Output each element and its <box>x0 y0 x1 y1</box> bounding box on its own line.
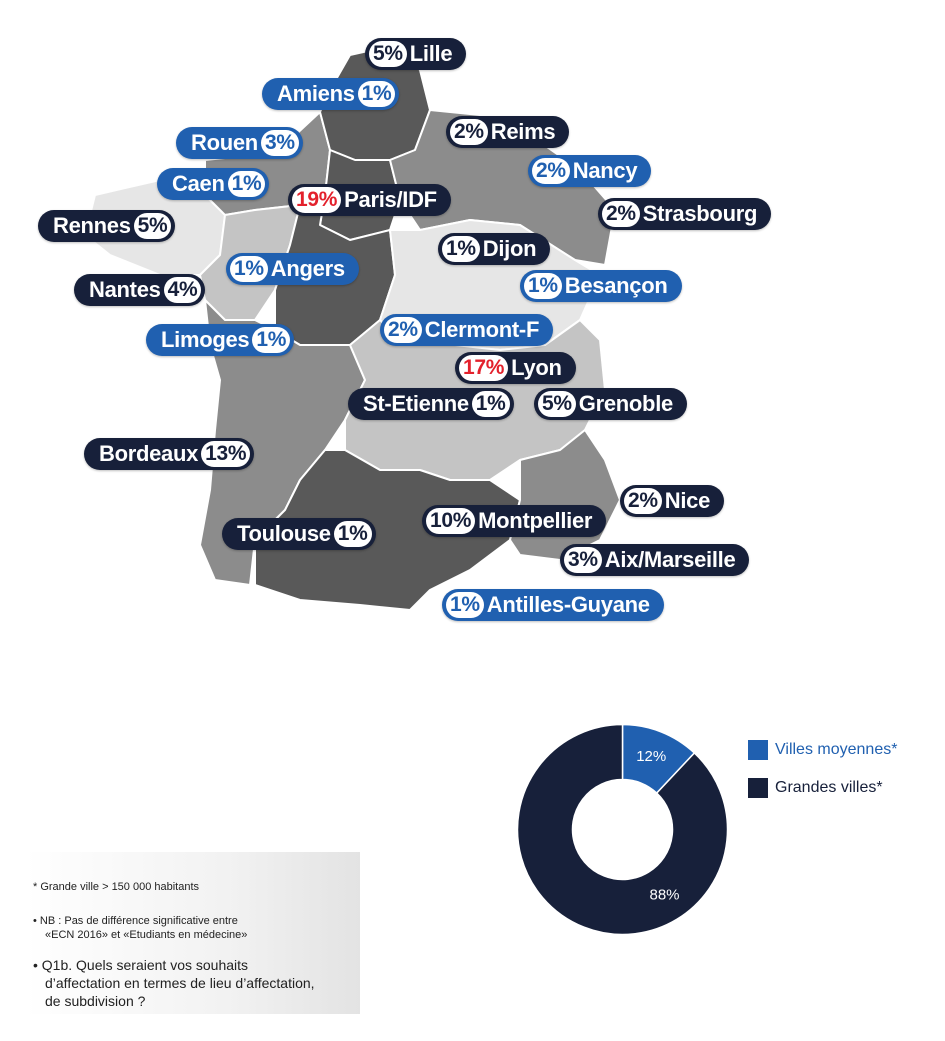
map-label-city: Dijon <box>482 236 537 261</box>
map-label-percent: 2% <box>532 158 570 184</box>
map-label-lille <box>365 38 466 70</box>
map-label-city: Rennes <box>53 213 131 238</box>
map-label-lyon <box>455 352 576 384</box>
map-label-reims <box>446 116 569 148</box>
map-label-nice <box>620 485 724 517</box>
map-label-angers <box>226 253 359 285</box>
map-label-strasbourg <box>598 198 771 230</box>
map-label-rouen <box>176 127 303 159</box>
donut-chart <box>515 722 730 937</box>
map-label-city: Bordeaux <box>99 441 199 466</box>
map-label-clermont <box>380 314 553 346</box>
map-label-city: Lyon <box>511 355 562 380</box>
map-label-percent: 1% <box>446 592 484 618</box>
map-label-percent: 19% <box>292 187 341 213</box>
map-label-city: Antilles-Guyane <box>486 592 650 617</box>
map-label-percent: 2% <box>450 119 488 145</box>
map-label-city: Nice <box>664 488 711 513</box>
map-label-limoges <box>146 324 294 356</box>
map-label-city: Nantes <box>89 277 161 302</box>
map-label-percent: 1% <box>334 521 372 547</box>
map-label-percent: 2% <box>602 201 640 227</box>
donut-value-label: 88% <box>649 886 680 904</box>
map-label-percent: 1% <box>230 256 268 282</box>
donut-value-label: 12% <box>636 747 667 765</box>
map-label-city: Nancy <box>572 158 638 183</box>
map-label-marseille <box>560 544 749 576</box>
map-label-city: Lille <box>409 41 453 66</box>
map-label-percent: 1% <box>524 273 562 299</box>
map-label-percent: 13% <box>201 441 250 467</box>
map-label-city: Rouen <box>191 130 258 155</box>
legend-label: Villes moyennes* <box>775 741 898 758</box>
map-label-city: Limoges <box>161 327 250 352</box>
map-label-city: Aix/Marseille <box>604 547 736 572</box>
legend-swatch <box>748 778 768 798</box>
map-label-toulouse <box>222 518 376 550</box>
map-label-nancy <box>528 155 651 187</box>
donut-slice-grandes-villes <box>518 725 728 935</box>
map-label-percent: 10% <box>426 508 475 534</box>
legend-swatch <box>748 740 768 760</box>
map-label-percent: 3% <box>261 130 299 156</box>
map-label-amiens <box>262 78 399 110</box>
map-label-percent: 4% <box>164 277 202 303</box>
map-label-city: St-Etienne <box>363 391 469 416</box>
map-label-city: Montpellier <box>478 508 593 533</box>
map-label-percent: 1% <box>442 236 480 262</box>
map-label-rennes <box>38 210 175 242</box>
map-label-percent: 2% <box>384 317 422 343</box>
map-label-city: Clermont-F <box>424 317 540 342</box>
map-label-grenoble <box>534 388 687 420</box>
map-label-stetienne <box>348 388 514 420</box>
legend-item-grandes-villes <box>748 778 897 798</box>
map-label-percent: 5% <box>134 213 172 239</box>
map-label-city: Caen <box>172 171 225 196</box>
map-label-caen <box>157 168 269 200</box>
map-label-city: Grenoble <box>578 391 673 416</box>
map-label-percent: 5% <box>538 391 576 417</box>
map-label-nantes <box>74 274 205 306</box>
map-label-city: Amiens <box>277 81 355 106</box>
map-label-antilles <box>442 589 664 621</box>
map-label-city: Toulouse <box>237 521 331 546</box>
map-label-paris <box>288 184 451 216</box>
map-label-besancon <box>520 270 682 302</box>
legend-item-villes-moyennes <box>748 740 897 760</box>
map-label-montpellier <box>422 505 606 537</box>
map-label-city: Paris/IDF <box>344 187 437 212</box>
map-label-city: Besançon <box>564 273 668 298</box>
map-label-percent: 2% <box>624 488 662 514</box>
map-label-city: Reims <box>490 119 556 144</box>
question-line2: d’affectation en termes de lieu d’affectation, <box>45 975 315 991</box>
map-label-dijon <box>438 233 550 265</box>
question-line1: • Q1b. Quels seraient vos souhaits <box>33 957 249 973</box>
map-label-percent: 3% <box>564 547 602 573</box>
nb-note-line2: «ECN 2016» et «Etudiants en médecine» <box>45 929 248 941</box>
map-label-city: Angers <box>270 256 345 281</box>
map-label-city: Strasbourg <box>642 201 758 226</box>
legend-label: Grandes villes* <box>775 779 883 796</box>
map-label-percent: 17% <box>459 355 508 381</box>
notes-box <box>25 852 360 1014</box>
map-label-percent: 5% <box>369 41 407 67</box>
map-label-bordeaux <box>84 438 254 470</box>
map-label-percent: 1% <box>228 171 266 197</box>
map-label-percent: 1% <box>472 391 510 417</box>
question-line3: de subdivision ? <box>45 993 146 1009</box>
footnote: * Grande ville > 150 000 habitants <box>33 881 200 893</box>
chart-legend <box>748 740 897 816</box>
nb-note-line1: • NB : Pas de différence significative entre <box>33 915 238 927</box>
map-label-percent: 1% <box>358 81 396 107</box>
map-label-percent: 1% <box>252 327 290 353</box>
